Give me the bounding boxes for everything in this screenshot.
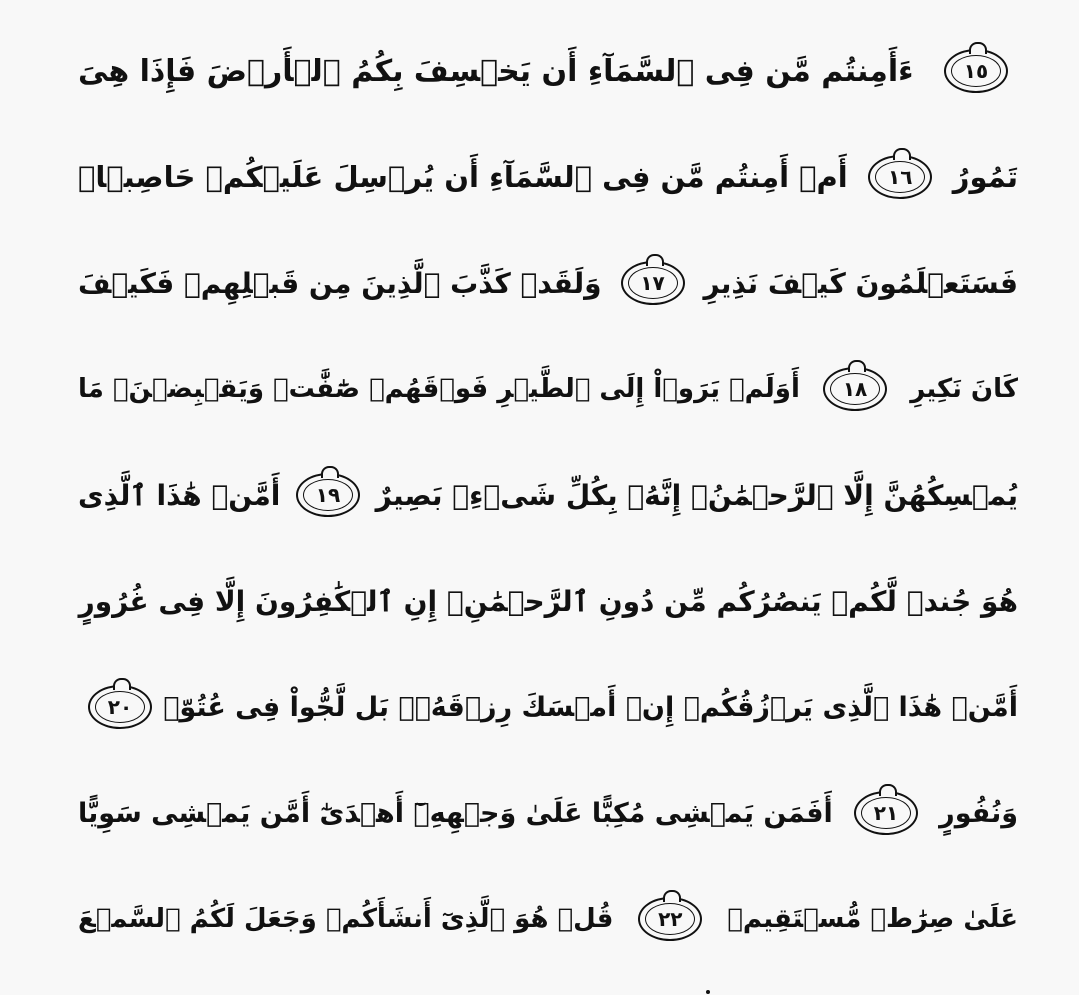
line-5-text-start: يُمۡسِكُهُنَّ إِلَّا ٱلرَّحۡمَٰنُۚ إِنَّهُۥ بِكُلِّ شَىۡءِۭ بَصِيرٌ <box>375 478 1018 512</box>
verse-number: ٢٠ <box>107 695 133 719</box>
verse-number: ١٩ <box>315 483 341 507</box>
line-8-text-start: وَنُفُورٍ <box>939 797 1018 829</box>
text-line-4 <box>78 336 1018 442</box>
line-3-text-start: فَسَتَعۡلَمُونَ كَيۡفَ نَذِيرِ <box>703 266 1018 300</box>
verse-end-marker-15 <box>944 49 1008 93</box>
verse-number: ٢٢ <box>658 907 683 931</box>
line-2-text-start: تَمُورُ <box>952 160 1018 194</box>
verse-number: ٢١ <box>873 801 899 825</box>
line-1-text: ءَأَمِنتُم مَّن فِى ٱلسَّمَآءِ أَن يَخۡسِفَ بِكُمُ ٱلۡأَرۡضَ فَإِذَا هِىَ <box>78 53 914 89</box>
page-edge-dot <box>706 990 710 994</box>
verse-number: ١٥ <box>963 59 989 83</box>
line-5-text-end: أَمَّنۡ هَٰذَا ٱلَّذِى <box>78 478 281 512</box>
line-2-text-end: أَمۡ أَمِنتُم مَّن فِى ٱلسَّمَآءِ أَن يُرۡسِلَ عَلَيۡكُمۡ حَاصِبࣰاۖ <box>78 160 848 194</box>
verse-end-marker-19 <box>296 473 360 517</box>
verse-end-marker-18 <box>823 367 887 411</box>
text-line-8 <box>78 760 1018 866</box>
line-4-text-start: كَانَ نَكِيرِ <box>910 374 1018 404</box>
text-line-6 <box>78 548 1018 654</box>
line-7-text: أَمَّنۡ هَٰذَا ٱلَّذِى يَرۡزُقُكُمۡ إِنۡ أَمۡسَكَ رِزۡقَهُۥۚ بَل لَّجُّواْ فِى عُتُوࣲّ <box>163 691 1018 723</box>
text-line-3 <box>78 230 1018 336</box>
verse-end-marker-16 <box>868 155 932 199</box>
text-line-1 <box>78 18 1018 124</box>
verse-end-marker-22 <box>638 897 702 941</box>
text-line-2 <box>78 124 1018 230</box>
line-8-text-end: أَفَمَن يَمۡشِى مُكِبًّا عَلَىٰ وَجۡهِهِۦٓ أَهۡدَىٰٓ أَمَّن يَمۡشِى سَوِيًّا <box>78 797 833 829</box>
verse-number: ١٨ <box>842 377 868 401</box>
text-line-9 <box>78 866 1018 972</box>
line-9-text-end: قُلۡ هُوَ ٱلَّذِىٓ أَنشَأَكُمۡ وَجَعَلَ لَكُمُ ٱلسَّمۡعَ <box>78 904 614 934</box>
quran-text-block <box>78 18 1018 978</box>
line-9-text-start: عَلَىٰ صِرَٰطࣲ مُّسۡتَقِيمࣲ <box>727 904 1018 934</box>
verse-number: ١٦ <box>888 165 913 189</box>
verse-number: ١٧ <box>640 271 665 295</box>
verse-end-marker-21 <box>854 791 918 835</box>
line-4-text-end: أَوَلَمۡ يَرَوۡاْ إِلَى ٱلطَّيۡرِ فَوۡقَهُمۡ صَٰٓفَّٰتࣲ وَيَقۡبِضۡنَۚ مَا <box>78 374 800 404</box>
line-3-text-end: وَلَقَدۡ كَذَّبَ ٱلَّذِينَ مِن قَبۡلِهِمۡ فَكَيۡفَ <box>78 266 602 300</box>
text-line-5 <box>78 442 1018 548</box>
text-line-7 <box>78 654 1018 760</box>
verse-end-marker-20 <box>88 685 152 729</box>
line-6-text: هُوَ جُندࣱ لَّكُمۡ يَنصُرُكُم مِّن دُونِ ٱلرَّحۡمَٰنِۚ إِنِ ٱلۡكَٰفِرُونَ إِلَّا فِى غُرُورٍ <box>78 584 1018 618</box>
verse-end-marker-17 <box>621 261 685 305</box>
